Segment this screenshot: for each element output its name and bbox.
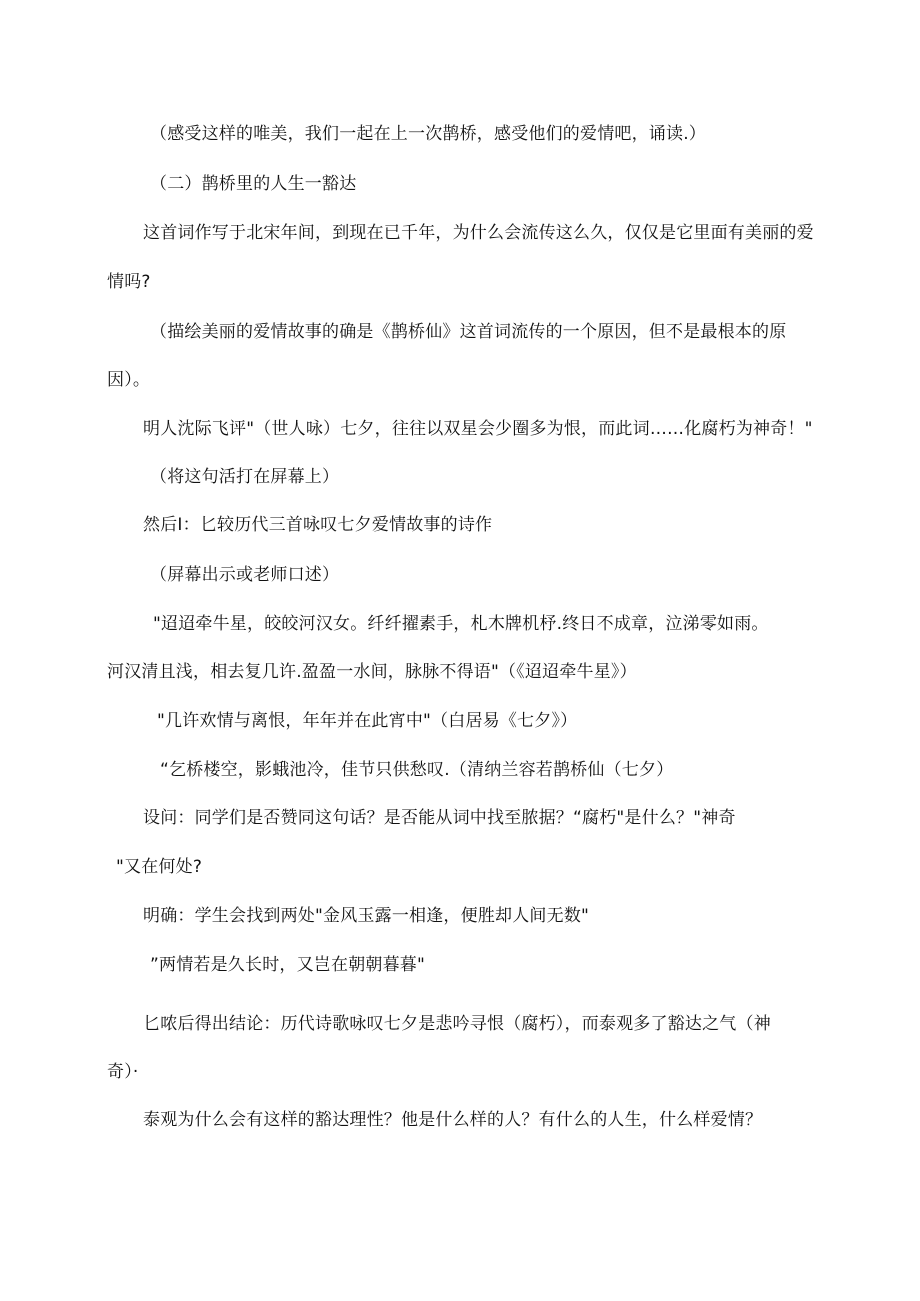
- paragraph-2-line-1: 这首词作写于北宋年间，到现在已千年，为什么会流传这么久，仅仅是它里面有美丽的爱: [143, 223, 814, 243]
- section-heading: （二）鹊桥里的人生一豁达: [150, 174, 357, 194]
- paragraph-7: （屏幕出示或老师口述）: [150, 565, 340, 585]
- paragraph-5: （将这句活打在屏幕上）: [150, 467, 340, 487]
- answer-line-2: ”两情若是久长时，又岂在朝朝暮暮": [150, 955, 426, 975]
- question-line-1: 设问：同学们是否赞同这句话？是否能从词中找至脓据？“腐朽"是什么？"神奇: [143, 808, 736, 828]
- poem-quote-line-1: "迢迢牵牛星，皎皎河汉女。纤纤擢素手，札木牌机杼.终日不成章，泣涕零如雨。: [153, 614, 769, 634]
- paragraph-3-line-1: （描绘美丽的爱情故事的确是《鹊桥仙》这首词流传的一个原因，但不是最根本的原: [150, 322, 787, 342]
- final-question: 泰观为什么会有这样的豁达理性？他是什么样的人？有什么的人生，什么样爱情？: [143, 1110, 763, 1130]
- conclusion-line-2: 奇）·: [107, 1062, 139, 1082]
- poem-quote-line-2: 河汉清且浅，相去复几许.盈盈一水间，脉脉不得语"（《迢迢牵牛星》）: [107, 662, 637, 682]
- poem-quote-nalan: “乞桥楼空，影蛾池冷，佳节只供愁叹.（清纳兰容若鹊桥仙（七夕）: [160, 760, 674, 780]
- paragraph-1: （感受这样的唯美，我们一起在上一次鹊桥，感受他们的爱情吧，诵读.）: [150, 124, 707, 144]
- paragraph-4: 明人沈际飞评"（世人咏）七夕，往往以双星会少圈多为恨，而此词……化腐朽为神奇！": [143, 419, 813, 439]
- poem-quote-baijuyi: "几许欢情与离恨，年年并在此宵中"（白居易《七夕》）: [157, 711, 578, 731]
- paragraph-2-line-2: 情吗?: [107, 272, 151, 292]
- question-line-2: "又在何处?: [116, 857, 203, 877]
- conclusion-line-1: 匕哝后得出结论：历代诗歌咏叹七夕是悲吟寻恨（腐朽），而泰观多了豁达之气（神: [143, 1014, 771, 1034]
- paragraph-3-line-2: 因）。: [107, 370, 151, 390]
- paragraph-6: 然后I：匕较历代三首咏叹七夕爱情故事的诗作: [143, 515, 493, 535]
- answer-line-1: 明确：学生会找到两处"金风玉露一相逢，便胜却人间无数": [143, 906, 590, 926]
